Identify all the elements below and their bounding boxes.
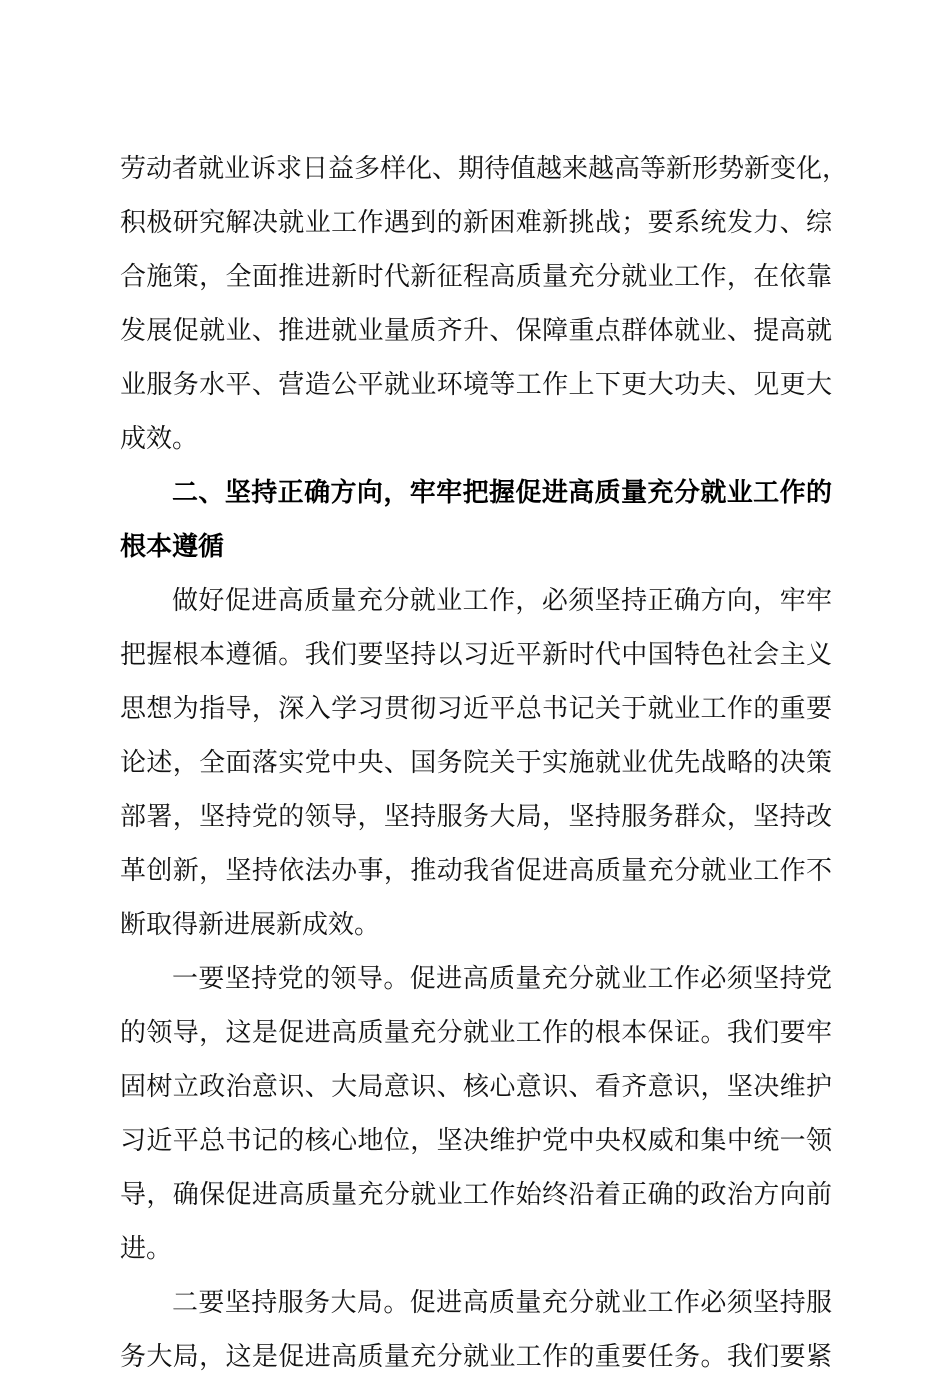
document-body <box>120 142 849 1384</box>
paragraph-correct-direction <box>120 574 832 952</box>
text-line: 业服务水平、营造公平就业环境等工作上下更大功夫、见更大 <box>120 370 832 400</box>
text-line: 合施策，全面推进新时代新征程高质量充分就业工作，在依靠 <box>120 262 832 292</box>
text-line: 二要坚持服务大局。促进高质量充分就业工作必须坚持服 <box>172 1288 832 1318</box>
heading-line: 二、坚持正确方向，牢牢把握促进高质量充分就业工作的 <box>172 478 832 508</box>
text-line: 固树立政治意识、大局意识、核心意识、看齐意识，坚决维护 <box>120 1072 832 1102</box>
paragraph-party-leadership <box>120 952 832 1276</box>
text-line: 把握根本遵循。我们要坚持以习近平新时代中国特色社会主义 <box>120 640 832 670</box>
text-line: 成效。 <box>120 424 199 454</box>
text-line: 积极研究解决就业工作遇到的新困难新挑战；要系统发力、综 <box>120 208 832 238</box>
text-line: 务大局，这是促进高质量充分就业工作的重要任务。我们要紧 <box>120 1342 832 1372</box>
text-line: 发展促就业、推进就业量质齐升、保障重点群体就业、提高就 <box>120 316 832 346</box>
text-line: 论述，全面落实党中央、国务院关于实施就业优先战略的决策 <box>120 748 832 778</box>
heading-line: 根本遵循 <box>120 532 225 562</box>
text-line: 习近平总书记的核心地位，坚决维护党中央权威和集中统一领 <box>120 1126 832 1156</box>
text-line: 进。 <box>120 1234 173 1264</box>
paragraph-serve-overall <box>120 1276 832 1384</box>
paragraph-employment-demands <box>120 142 849 466</box>
text-line: 做好促进高质量充分就业工作，必须坚持正确方向，牢牢 <box>172 586 832 616</box>
text-line: 一要坚持党的领导。促进高质量充分就业工作必须坚持党 <box>172 964 832 994</box>
text-line: 断取得新进展新成效。 <box>120 910 381 940</box>
text-line: 思想为指导，深入学习贯彻习近平总书记关于就业工作的重要 <box>120 694 832 724</box>
text-line: 导，确保促进高质量充分就业工作始终沿着正确的政治方向前 <box>120 1180 832 1210</box>
text-line: 劳动者就业诉求日益多样化、期待值越来越高等新形势新变化， <box>120 154 849 184</box>
text-line: 的领导，这是促进高质量充分就业工作的根本保证。我们要牢 <box>120 1018 832 1048</box>
section-heading <box>120 466 832 574</box>
text-line: 部署，坚持党的领导，坚持服务大局，坚持服务群众，坚持改 <box>120 802 832 832</box>
text-line: 革创新，坚持依法办事，推动我省促进高质量充分就业工作不 <box>120 856 832 886</box>
